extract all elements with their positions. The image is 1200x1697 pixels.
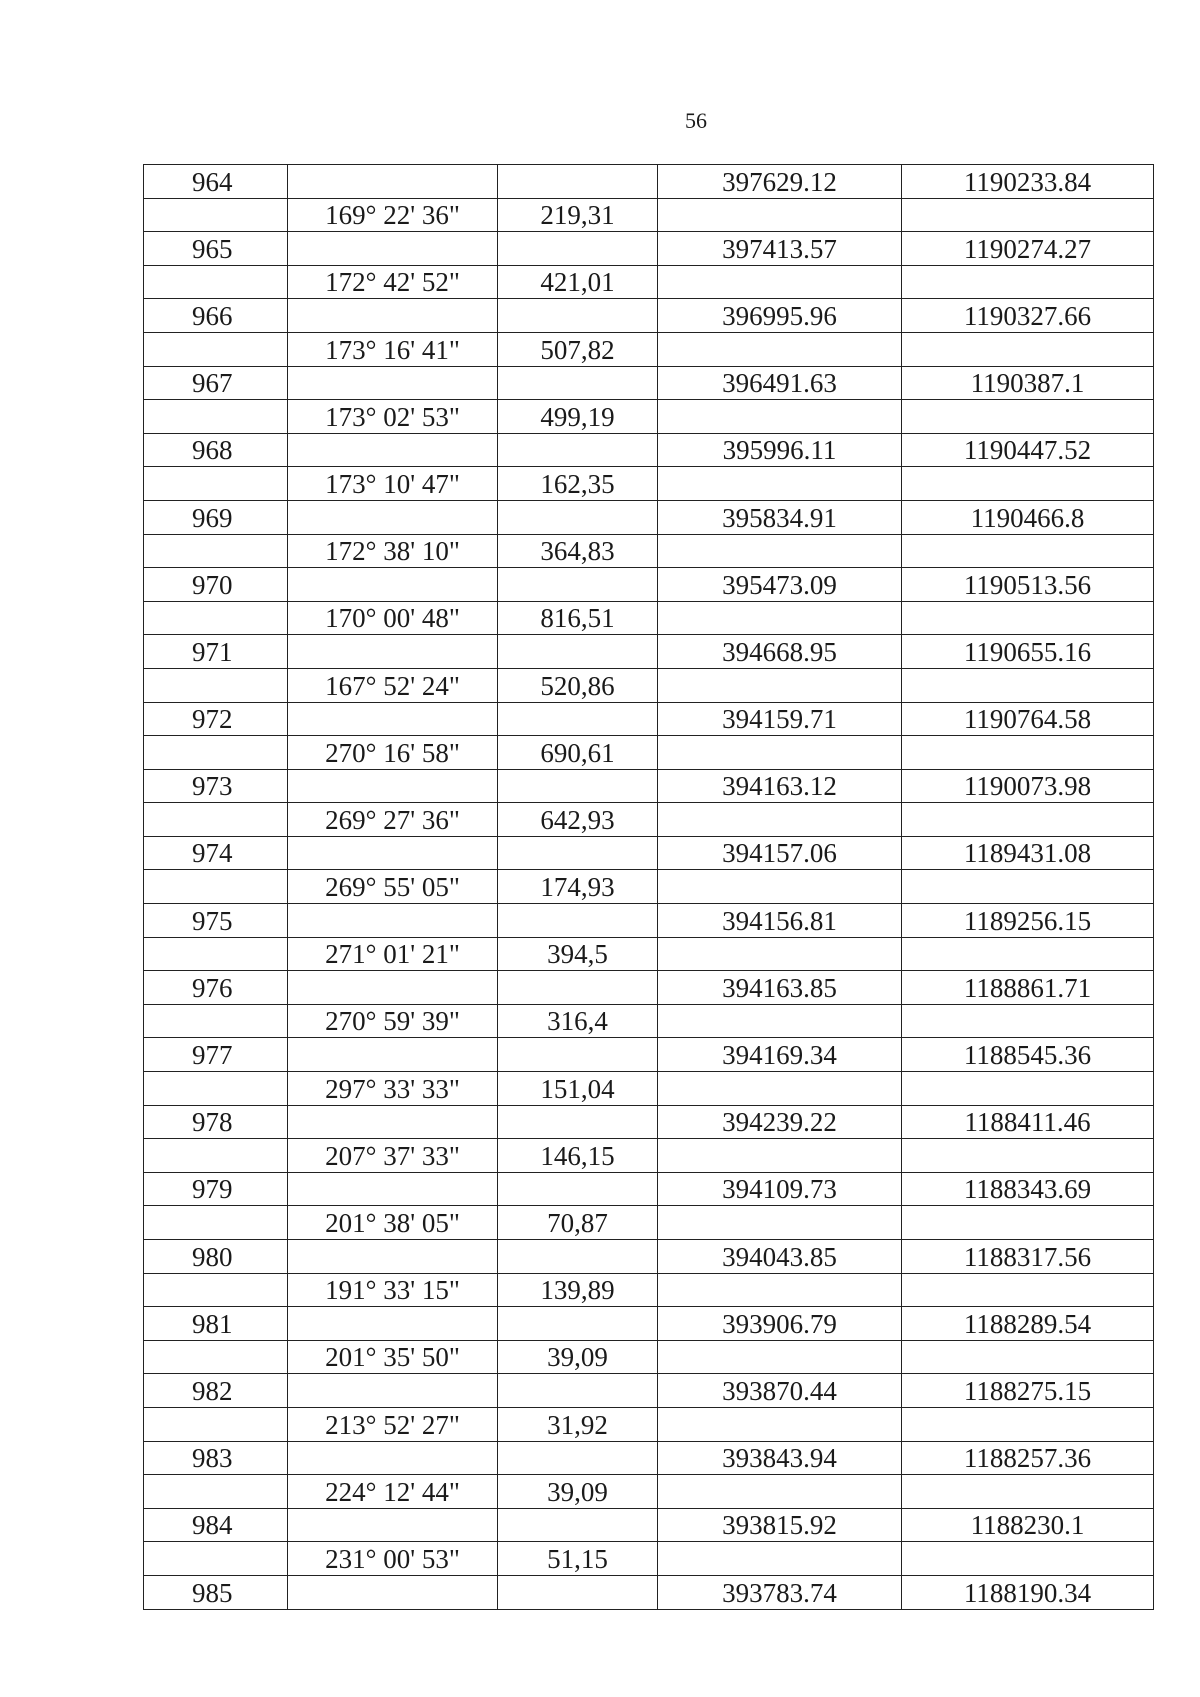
angle-cell: 231° 00' 53" — [288, 1542, 498, 1576]
point-id-cell: 965 — [144, 232, 288, 266]
x-coordinate-cell: 396995.96 — [658, 299, 902, 333]
length-cell: 162,35 — [498, 467, 658, 501]
segment-row — [144, 736, 1154, 770]
x-coordinate-cell — [658, 1340, 902, 1374]
point-id-cell — [144, 601, 288, 635]
point-id-cell — [144, 1542, 288, 1576]
point-row — [144, 1172, 1154, 1206]
x-coordinate-cell: 395996.11 — [658, 433, 902, 467]
x-coordinate-cell — [658, 198, 902, 232]
x-coordinate-cell: 394163.12 — [658, 769, 902, 803]
x-coordinate-cell — [658, 870, 902, 904]
point-row — [144, 904, 1154, 938]
point-row — [144, 433, 1154, 467]
coordinates-table — [143, 164, 1154, 1610]
segment-row — [144, 1072, 1154, 1106]
length-cell — [498, 366, 658, 400]
x-coordinate-cell: 397629.12 — [658, 165, 902, 199]
length-cell: 39,09 — [498, 1340, 658, 1374]
angle-cell — [288, 1038, 498, 1072]
segment-row — [144, 1542, 1154, 1576]
point-row — [144, 1038, 1154, 1072]
length-cell: 499,19 — [498, 400, 658, 434]
x-coordinate-cell — [658, 534, 902, 568]
point-id-cell: 966 — [144, 299, 288, 333]
coordinates-table-body — [144, 165, 1154, 1610]
y-coordinate-cell — [902, 1206, 1154, 1240]
length-cell — [498, 1508, 658, 1542]
x-coordinate-cell: 394109.73 — [658, 1172, 902, 1206]
x-coordinate-cell — [658, 1542, 902, 1576]
point-id-cell — [144, 668, 288, 702]
point-id-cell: 967 — [144, 366, 288, 400]
x-coordinate-cell: 394239.22 — [658, 1105, 902, 1139]
point-row — [144, 1105, 1154, 1139]
segment-row — [144, 467, 1154, 501]
x-coordinate-cell: 395473.09 — [658, 568, 902, 602]
point-id-cell: 981 — [144, 1307, 288, 1341]
angle-cell: 213° 52' 27" — [288, 1407, 498, 1441]
x-coordinate-cell — [658, 736, 902, 770]
point-row — [144, 769, 1154, 803]
point-id-cell: 985 — [144, 1575, 288, 1609]
angle-cell: 270° 16' 58" — [288, 736, 498, 770]
length-cell — [498, 836, 658, 870]
point-id-cell: 972 — [144, 702, 288, 736]
segment-row — [144, 1273, 1154, 1307]
angle-cell — [288, 702, 498, 736]
y-coordinate-cell — [902, 1340, 1154, 1374]
point-id-cell: 982 — [144, 1374, 288, 1408]
y-coordinate-cell — [902, 736, 1154, 770]
y-coordinate-cell: 1189431.08 — [902, 836, 1154, 870]
point-id-cell: 976 — [144, 971, 288, 1005]
segment-row — [144, 870, 1154, 904]
segment-row — [144, 534, 1154, 568]
point-row — [144, 1374, 1154, 1408]
x-coordinate-cell — [658, 467, 902, 501]
length-cell: 421,01 — [498, 265, 658, 299]
point-row — [144, 1307, 1154, 1341]
angle-cell: 269° 27' 36" — [288, 803, 498, 837]
length-cell: 139,89 — [498, 1273, 658, 1307]
length-cell — [498, 1240, 658, 1274]
point-id-cell — [144, 1407, 288, 1441]
point-row — [144, 1508, 1154, 1542]
angle-cell — [288, 1508, 498, 1542]
x-coordinate-cell: 393783.74 — [658, 1575, 902, 1609]
point-id-cell — [144, 467, 288, 501]
angle-cell — [288, 433, 498, 467]
y-coordinate-cell: 1190073.98 — [902, 769, 1154, 803]
x-coordinate-cell — [658, 1206, 902, 1240]
y-coordinate-cell: 1190513.56 — [902, 568, 1154, 602]
segment-row — [144, 937, 1154, 971]
y-coordinate-cell — [902, 1072, 1154, 1106]
length-cell: 219,31 — [498, 198, 658, 232]
x-coordinate-cell — [658, 601, 902, 635]
angle-cell: 167° 52' 24" — [288, 668, 498, 702]
segment-row — [144, 1475, 1154, 1509]
point-id-cell: 980 — [144, 1240, 288, 1274]
length-cell — [498, 769, 658, 803]
x-coordinate-cell: 394169.34 — [658, 1038, 902, 1072]
y-coordinate-cell: 1188275.15 — [902, 1374, 1154, 1408]
angle-cell: 201° 35' 50" — [288, 1340, 498, 1374]
length-cell — [498, 500, 658, 534]
point-id-cell: 971 — [144, 635, 288, 669]
angle-cell — [288, 904, 498, 938]
y-coordinate-cell — [902, 937, 1154, 971]
point-id-cell — [144, 534, 288, 568]
point-id-cell — [144, 265, 288, 299]
point-id-cell — [144, 400, 288, 434]
point-id-cell — [144, 1206, 288, 1240]
y-coordinate-cell: 1188861.71 — [902, 971, 1154, 1005]
angle-cell: 172° 42' 52" — [288, 265, 498, 299]
y-coordinate-cell: 1188190.34 — [902, 1575, 1154, 1609]
angle-cell — [288, 165, 498, 199]
y-coordinate-cell — [902, 1475, 1154, 1509]
y-coordinate-cell — [902, 534, 1154, 568]
angle-cell — [288, 1307, 498, 1341]
y-coordinate-cell: 1190764.58 — [902, 702, 1154, 736]
x-coordinate-cell — [658, 265, 902, 299]
x-coordinate-cell — [658, 332, 902, 366]
angle-cell — [288, 568, 498, 602]
point-row — [144, 500, 1154, 534]
y-coordinate-cell — [902, 601, 1154, 635]
y-coordinate-cell: 1190447.52 — [902, 433, 1154, 467]
length-cell: 70,87 — [498, 1206, 658, 1240]
y-coordinate-cell: 1188411.46 — [902, 1105, 1154, 1139]
segment-row — [144, 803, 1154, 837]
length-cell — [498, 1575, 658, 1609]
angle-cell — [288, 1575, 498, 1609]
point-id-cell: 977 — [144, 1038, 288, 1072]
x-coordinate-cell — [658, 1004, 902, 1038]
point-id-cell: 968 — [144, 433, 288, 467]
point-id-cell — [144, 803, 288, 837]
angle-cell: 297° 33' 33" — [288, 1072, 498, 1106]
segment-row — [144, 668, 1154, 702]
length-cell — [498, 1172, 658, 1206]
x-coordinate-cell: 397413.57 — [658, 232, 902, 266]
length-cell: 816,51 — [498, 601, 658, 635]
point-id-cell: 974 — [144, 836, 288, 870]
point-id-cell — [144, 332, 288, 366]
length-cell: 51,15 — [498, 1542, 658, 1576]
x-coordinate-cell: 396491.63 — [658, 366, 902, 400]
point-id-cell: 975 — [144, 904, 288, 938]
y-coordinate-cell — [902, 467, 1154, 501]
x-coordinate-cell: 393906.79 — [658, 1307, 902, 1341]
segment-row — [144, 198, 1154, 232]
y-coordinate-cell — [902, 400, 1154, 434]
angle-cell — [288, 366, 498, 400]
y-coordinate-cell — [902, 1004, 1154, 1038]
segment-row — [144, 1407, 1154, 1441]
point-id-cell — [144, 1475, 288, 1509]
point-id-cell: 978 — [144, 1105, 288, 1139]
segment-row — [144, 601, 1154, 635]
x-coordinate-cell — [658, 803, 902, 837]
angle-cell: 207° 37' 33" — [288, 1139, 498, 1173]
angle-cell: 191° 33' 15" — [288, 1273, 498, 1307]
angle-cell — [288, 769, 498, 803]
point-row — [144, 165, 1154, 199]
x-coordinate-cell — [658, 1273, 902, 1307]
y-coordinate-cell — [902, 1542, 1154, 1576]
y-coordinate-cell: 1190466.8 — [902, 500, 1154, 534]
page-number: 56 — [685, 108, 707, 133]
length-cell: 316,4 — [498, 1004, 658, 1038]
length-cell — [498, 1441, 658, 1475]
point-id-cell — [144, 1273, 288, 1307]
y-coordinate-cell — [902, 870, 1154, 904]
y-coordinate-cell — [902, 1139, 1154, 1173]
y-coordinate-cell — [902, 668, 1154, 702]
y-coordinate-cell — [902, 198, 1154, 232]
point-row — [144, 1441, 1154, 1475]
angle-cell: 173° 02' 53" — [288, 400, 498, 434]
x-coordinate-cell: 394156.81 — [658, 904, 902, 938]
point-row — [144, 836, 1154, 870]
angle-cell — [288, 635, 498, 669]
segment-row — [144, 265, 1154, 299]
length-cell — [498, 635, 658, 669]
point-id-cell — [144, 198, 288, 232]
angle-cell — [288, 1441, 498, 1475]
angle-cell: 170° 00' 48" — [288, 601, 498, 635]
x-coordinate-cell — [658, 1475, 902, 1509]
angle-cell — [288, 1172, 498, 1206]
angle-cell — [288, 1105, 498, 1139]
y-coordinate-cell — [902, 1273, 1154, 1307]
x-coordinate-cell — [658, 1072, 902, 1106]
y-coordinate-cell: 1188289.54 — [902, 1307, 1154, 1341]
angle-cell: 271° 01' 21" — [288, 937, 498, 971]
length-cell — [498, 232, 658, 266]
point-id-cell — [144, 1139, 288, 1173]
y-coordinate-cell: 1190274.27 — [902, 232, 1154, 266]
x-coordinate-cell — [658, 668, 902, 702]
segment-row — [144, 1340, 1154, 1374]
x-coordinate-cell: 395834.91 — [658, 500, 902, 534]
length-cell — [498, 702, 658, 736]
angle-cell: 269° 55' 05" — [288, 870, 498, 904]
point-row — [144, 635, 1154, 669]
angle-cell: 169° 22' 36" — [288, 198, 498, 232]
y-coordinate-cell: 1189256.15 — [902, 904, 1154, 938]
point-id-cell: 964 — [144, 165, 288, 199]
segment-row — [144, 1004, 1154, 1038]
length-cell — [498, 299, 658, 333]
length-cell: 394,5 — [498, 937, 658, 971]
length-cell — [498, 971, 658, 1005]
angle-cell — [288, 836, 498, 870]
x-coordinate-cell: 394163.85 — [658, 971, 902, 1005]
length-cell — [498, 568, 658, 602]
point-id-cell: 969 — [144, 500, 288, 534]
point-id-cell — [144, 1072, 288, 1106]
x-coordinate-cell: 393815.92 — [658, 1508, 902, 1542]
angle-cell: 270° 59' 39" — [288, 1004, 498, 1038]
y-coordinate-cell: 1190387.1 — [902, 366, 1154, 400]
segment-row — [144, 1139, 1154, 1173]
point-id-cell — [144, 736, 288, 770]
length-cell — [498, 1374, 658, 1408]
length-cell: 151,04 — [498, 1072, 658, 1106]
y-coordinate-cell: 1188230.1 — [902, 1508, 1154, 1542]
x-coordinate-cell: 393870.44 — [658, 1374, 902, 1408]
point-id-cell — [144, 1004, 288, 1038]
x-coordinate-cell: 394159.71 — [658, 702, 902, 736]
x-coordinate-cell — [658, 937, 902, 971]
point-id-cell: 979 — [144, 1172, 288, 1206]
y-coordinate-cell: 1188343.69 — [902, 1172, 1154, 1206]
x-coordinate-cell — [658, 400, 902, 434]
angle-cell — [288, 299, 498, 333]
length-cell — [498, 433, 658, 467]
y-coordinate-cell — [902, 803, 1154, 837]
angle-cell: 201° 38' 05" — [288, 1206, 498, 1240]
point-id-cell: 983 — [144, 1441, 288, 1475]
point-row — [144, 232, 1154, 266]
segment-row — [144, 1206, 1154, 1240]
angle-cell: 224° 12' 44" — [288, 1475, 498, 1509]
angle-cell: 172° 38' 10" — [288, 534, 498, 568]
length-cell: 364,83 — [498, 534, 658, 568]
point-id-cell: 984 — [144, 1508, 288, 1542]
length-cell — [498, 165, 658, 199]
y-coordinate-cell — [902, 1407, 1154, 1441]
point-id-cell: 970 — [144, 568, 288, 602]
point-row — [144, 299, 1154, 333]
x-coordinate-cell: 394668.95 — [658, 635, 902, 669]
length-cell — [498, 1307, 658, 1341]
point-id-cell — [144, 937, 288, 971]
y-coordinate-cell: 1190655.16 — [902, 635, 1154, 669]
point-id-cell — [144, 1340, 288, 1374]
point-row — [144, 568, 1154, 602]
x-coordinate-cell — [658, 1407, 902, 1441]
angle-cell: 173° 10' 47" — [288, 467, 498, 501]
y-coordinate-cell: 1190233.84 — [902, 165, 1154, 199]
y-coordinate-cell: 1188257.36 — [902, 1441, 1154, 1475]
length-cell: 520,86 — [498, 668, 658, 702]
point-row — [144, 1240, 1154, 1274]
length-cell: 642,93 — [498, 803, 658, 837]
angle-cell — [288, 232, 498, 266]
angle-cell — [288, 500, 498, 534]
segment-row — [144, 332, 1154, 366]
length-cell — [498, 904, 658, 938]
length-cell — [498, 1038, 658, 1072]
y-coordinate-cell: 1190327.66 — [902, 299, 1154, 333]
angle-cell — [288, 971, 498, 1005]
length-cell: 507,82 — [498, 332, 658, 366]
length-cell: 39,09 — [498, 1475, 658, 1509]
length-cell: 146,15 — [498, 1139, 658, 1173]
segment-row — [144, 400, 1154, 434]
angle-cell — [288, 1240, 498, 1274]
y-coordinate-cell: 1188317.56 — [902, 1240, 1154, 1274]
x-coordinate-cell — [658, 1139, 902, 1173]
length-cell: 690,61 — [498, 736, 658, 770]
point-row — [144, 366, 1154, 400]
length-cell: 31,92 — [498, 1407, 658, 1441]
x-coordinate-cell: 394043.85 — [658, 1240, 902, 1274]
length-cell: 174,93 — [498, 870, 658, 904]
angle-cell — [288, 1374, 498, 1408]
x-coordinate-cell: 394157.06 — [658, 836, 902, 870]
point-row — [144, 971, 1154, 1005]
x-coordinate-cell: 393843.94 — [658, 1441, 902, 1475]
y-coordinate-cell: 1188545.36 — [902, 1038, 1154, 1072]
y-coordinate-cell — [902, 265, 1154, 299]
y-coordinate-cell — [902, 332, 1154, 366]
point-row — [144, 1575, 1154, 1609]
point-row — [144, 702, 1154, 736]
angle-cell: 173° 16' 41" — [288, 332, 498, 366]
point-id-cell — [144, 870, 288, 904]
length-cell — [498, 1105, 658, 1139]
point-id-cell: 973 — [144, 769, 288, 803]
